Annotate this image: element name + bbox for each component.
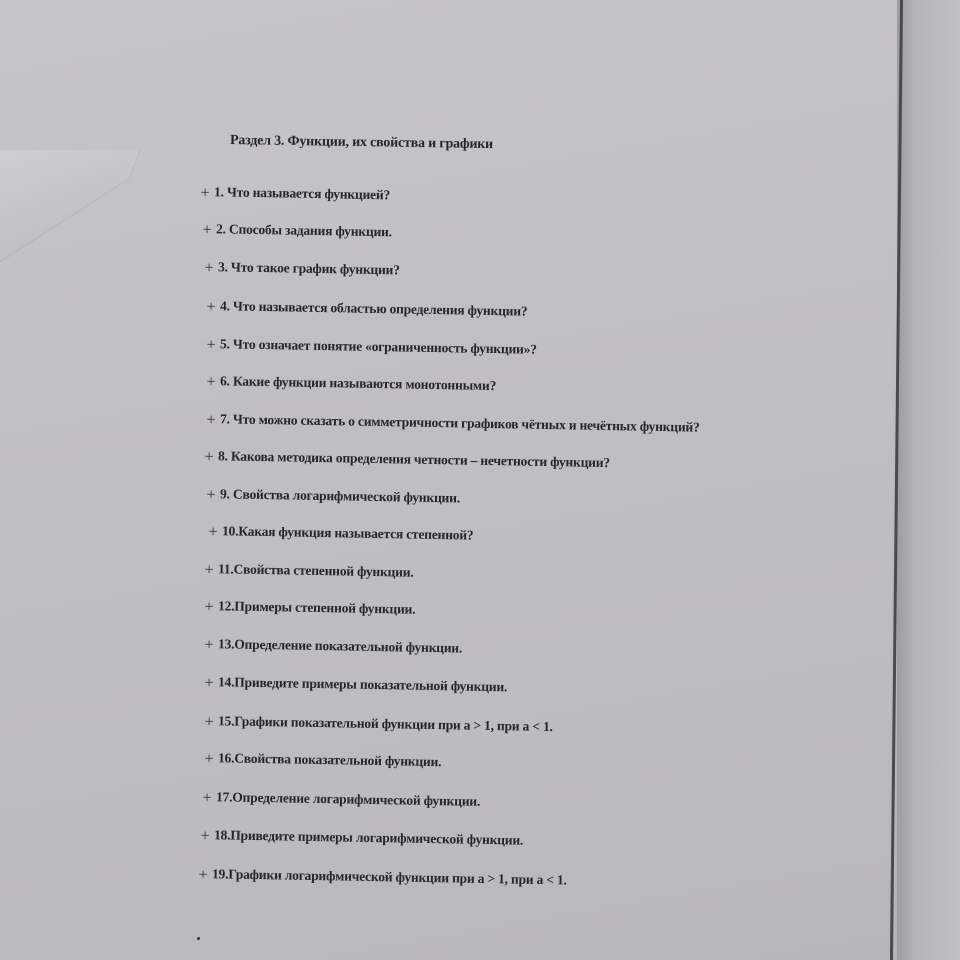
- question-item: + 6. Какие функции называются монотонными?: [205, 373, 497, 394]
- question-item: + 13.Определение показательной функции.: [203, 636, 463, 656]
- question-item: + 3. Что такое график функции?: [203, 259, 400, 278]
- check-mark-icon: +: [203, 562, 215, 577]
- underlying-page-edge: [897, 0, 960, 960]
- check-mark-icon: +: [205, 374, 217, 389]
- question-item: + 10.Какая функция называется степенной?: [207, 523, 474, 543]
- question-item: + 17.Определение логарифмической функции.: [201, 789, 481, 809]
- check-mark-icon: +: [205, 412, 217, 427]
- section-heading: Раздел 3. Функции, их свойства и графики: [229, 133, 494, 153]
- check-mark-icon: +: [207, 524, 219, 539]
- check-mark-icon: +: [197, 867, 209, 882]
- question-item: + 2. Способы задания функции.: [201, 221, 392, 240]
- question-item: + 15.Графики показательной функции при a > 1, при a < 1.: [203, 713, 553, 735]
- check-mark-icon: +: [203, 449, 215, 464]
- question-item: + 5. Что означает понятие «ограниченность функции»?: [205, 336, 537, 357]
- question-item: + 19.Графики логарифмической функции при a > 1, при a < 1.: [197, 866, 567, 888]
- question-item: + 14.Приведите примеры показательной функции.: [203, 674, 508, 695]
- question-item: + 1. Что называется функцией?: [199, 184, 391, 203]
- check-mark-icon: +: [199, 828, 211, 843]
- check-mark-icon: +: [199, 185, 211, 200]
- question-item: + 12.Примеры степенной функции.: [203, 598, 416, 617]
- question-item: + 8. Какова методика определения четности – нечетности функции?: [203, 448, 611, 471]
- check-mark-icon: +: [201, 222, 213, 237]
- check-mark-icon: +: [201, 790, 213, 805]
- question-item: + 16.Свойства показательной функции.: [203, 750, 442, 770]
- check-mark-icon: +: [203, 637, 215, 652]
- question-item: + 11.Свойства степенной функции.: [203, 561, 414, 580]
- paper-speck: [197, 937, 200, 940]
- check-mark-icon: +: [205, 337, 217, 352]
- check-mark-icon: +: [203, 599, 215, 614]
- question-item: + 7. Что можно сказать о симметричности графиков чётных и нечётных функций?: [205, 411, 700, 435]
- check-mark-icon: +: [203, 714, 215, 729]
- question-item: + 4. Что называется областью определения функции?: [205, 298, 528, 319]
- check-mark-icon: +: [205, 487, 217, 502]
- check-mark-icon: +: [203, 260, 215, 275]
- question-item: + 9. Свойства логарифмической функции.: [205, 486, 461, 506]
- question-item: + 18.Приведите примеры логарифмической функции.: [199, 827, 524, 848]
- check-mark-icon: +: [203, 751, 215, 766]
- check-mark-icon: +: [203, 675, 215, 690]
- check-mark-icon: +: [205, 299, 217, 314]
